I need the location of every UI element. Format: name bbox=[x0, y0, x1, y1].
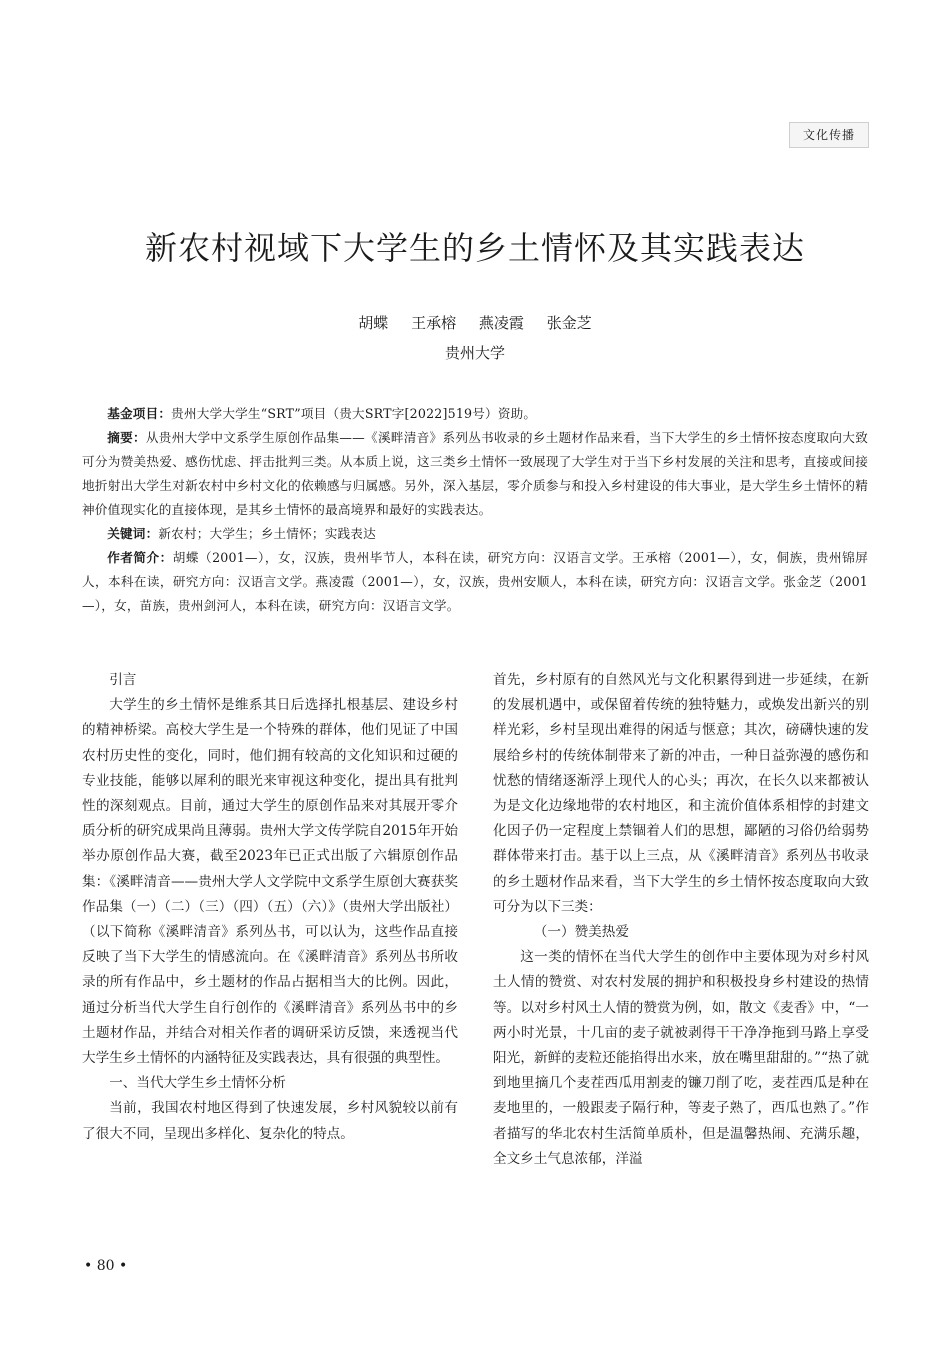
author-name: 燕凌霞 bbox=[478, 314, 524, 332]
body-paragraph: 大学生的乡土情怀是维系其日后选择扎根基层、建设乡村的精神桥梁。高校大学生是一个特殊的群体，他们见证了中国农村历史性的变化，同时，他们拥有较高的文化知识和过硬的专业技能，能够以犀利的眼光来审视这种变化，提出具有批判性的深刻观点。目前，通过大学生的原创作品来对其展开零介质分析的研究成果尚且薄弱。贵州大学文传学院自2015年开始举办原创作品大赛，截至2023年已正式出版了六辑原创作品集：《溪畔清音——贵州大学人文学院中文系学生原创大赛获奖作品集（一）（二）（三）（四）（五）（六）》（贵州大学出版社）（以下简称《溪畔清音》系列丛书，可以认为，这些作品直接反映了当下大学生的情感流向。在《溪畔清音》系列丛书所收录的所有作品中，乡土题材的作品占据相当大的比例。因此，通过分析当代大学生自行创作的《溪畔清音》系列丛书中的乡土题材作品，并结合对相关作者的调研采访反馈，来透视当代大学生乡土情怀的内涵特征及实践表达，具有很强的典型性。 bbox=[82, 697, 458, 1067]
abstract-block bbox=[82, 402, 868, 618]
fund-label: 基金项目： bbox=[107, 406, 172, 421]
body-column-right bbox=[493, 668, 869, 1172]
section-heading: 一、当代大学生乡土情怀分析 bbox=[109, 1075, 286, 1092]
keywords-label: 关键词： bbox=[107, 526, 159, 541]
body-column-left bbox=[82, 668, 458, 1147]
author-name: 胡蝶 bbox=[358, 314, 389, 332]
keywords-text: 新农村；大学生；乡土情怀；实践表达 bbox=[158, 526, 376, 541]
body-paragraph: 当前，我国农村地区得到了快速发展，乡村风貌较以前有了很大不同，呈现出多样化、复杂化的特点。 bbox=[82, 1100, 458, 1142]
page-number: • 80 • bbox=[84, 1258, 128, 1274]
article-title: 新农村视域下大学生的乡土情怀及其实践表达 bbox=[144, 229, 805, 267]
bio-label: 作者简介： bbox=[107, 550, 173, 565]
section-tag: 文化传播 bbox=[789, 122, 869, 148]
intro-heading: 引言 bbox=[109, 672, 137, 688]
abstract-text: 从贵州大学中文系学生原创作品集——《溪畔清音》系列丛书收录的乡土题材作品来看，当下大学生的乡土情怀按态度取向大致可分为赞美热爱、感伤忧虑、抨击批判三类。从本质上说，这三类乡土情怀一致展现了大学生对于当下乡村发展的关注和思考，直接或间接地折射出大学生对新农村中乡村文化的依赖感与归属感。另外，深入基层，零介质参与和投入乡村建设的伟大事业，是大学生乡土情怀的精神价值现实化的直接体现，是其乡土情怀的最高境界和最好的实践表达。 bbox=[82, 430, 868, 517]
bio-text: 胡蝶（2001—），女，汉族，贵州毕节人，本科在读，研究方向：汉语言文学。王承榕（2001—），女，侗族，贵州锦屏人，本科在读，研究方向：汉语言文学。燕凌霞（2001—），女，汉族，贵州安顺人，本科在读，研究方向：汉语言文学。张金芝（2001—），女，苗族，贵州剑河人，本科在读，研究方向：汉语言文学。 bbox=[82, 550, 868, 613]
abstract-label: 摘要： bbox=[107, 430, 146, 445]
author-list bbox=[0, 312, 950, 334]
author-bio bbox=[82, 546, 868, 618]
body-paragraph: 首先，乡村原有的自然风光与文化积累得到进一步延续，在新的发展机遇中，或保留着传统的独特魅力，或焕发出新兴的别样光彩，乡村呈现出难得的闲适与惬意；其次，磅礴快速的发展给乡村的传统体制带来了新的冲击，一种日益弥漫的感伤和忧愁的情绪逐渐浮上现代人的心头；再次，在长久以来都被认为是文化边缘地带的农村地区，和主流价值体系相悖的封建文化因子仍一定程度上禁锢着人们的思想，鄙陋的习俗仍给弱势群体带来打击。基于以上三点，从《溪畔清音》系列丛书收录的乡土题材作品来看，当下大学生的乡土情怀按态度取向大致可分为以下三类： bbox=[493, 672, 869, 915]
fund-text: 贵州大学大学生“SRT”项目（贵大SRT字[2022]519号）资助。 bbox=[171, 406, 537, 421]
affiliation: 贵州大学 bbox=[444, 344, 505, 362]
body-paragraph: 这一类的情怀在当代大学生的创作中主要体现为对乡村风土人情的赞赏、对农村发展的拥护和积极投身乡村建设的热情等。以对乡村风土人情的赞赏为例，如，散文《麦香》中，“一两小时光景，十几亩的麦子就被剥得干干净净拖到马路上享受阳光，新鲜的麦粒还能掐得出水来，放在嘴里甜甜的。”“热了就到地里摘几个麦茬西瓜用割麦的镰刀削了吃，麦茬西瓜是种在麦地里的，一般跟麦子隔行种，等麦子熟了，西瓜也熟了。”作者描写的华北农村生活简单质朴，但是温馨热闹、充满乐趣，全文乡土气息浓郁，洋溢 bbox=[493, 949, 869, 1167]
abstract bbox=[82, 426, 868, 522]
fund-info bbox=[82, 402, 868, 426]
keywords bbox=[82, 522, 868, 546]
author-name: 张金芝 bbox=[546, 314, 592, 332]
subsection-heading: （一）赞美热爱 bbox=[533, 924, 629, 941]
author-name: 王承榕 bbox=[411, 314, 457, 332]
